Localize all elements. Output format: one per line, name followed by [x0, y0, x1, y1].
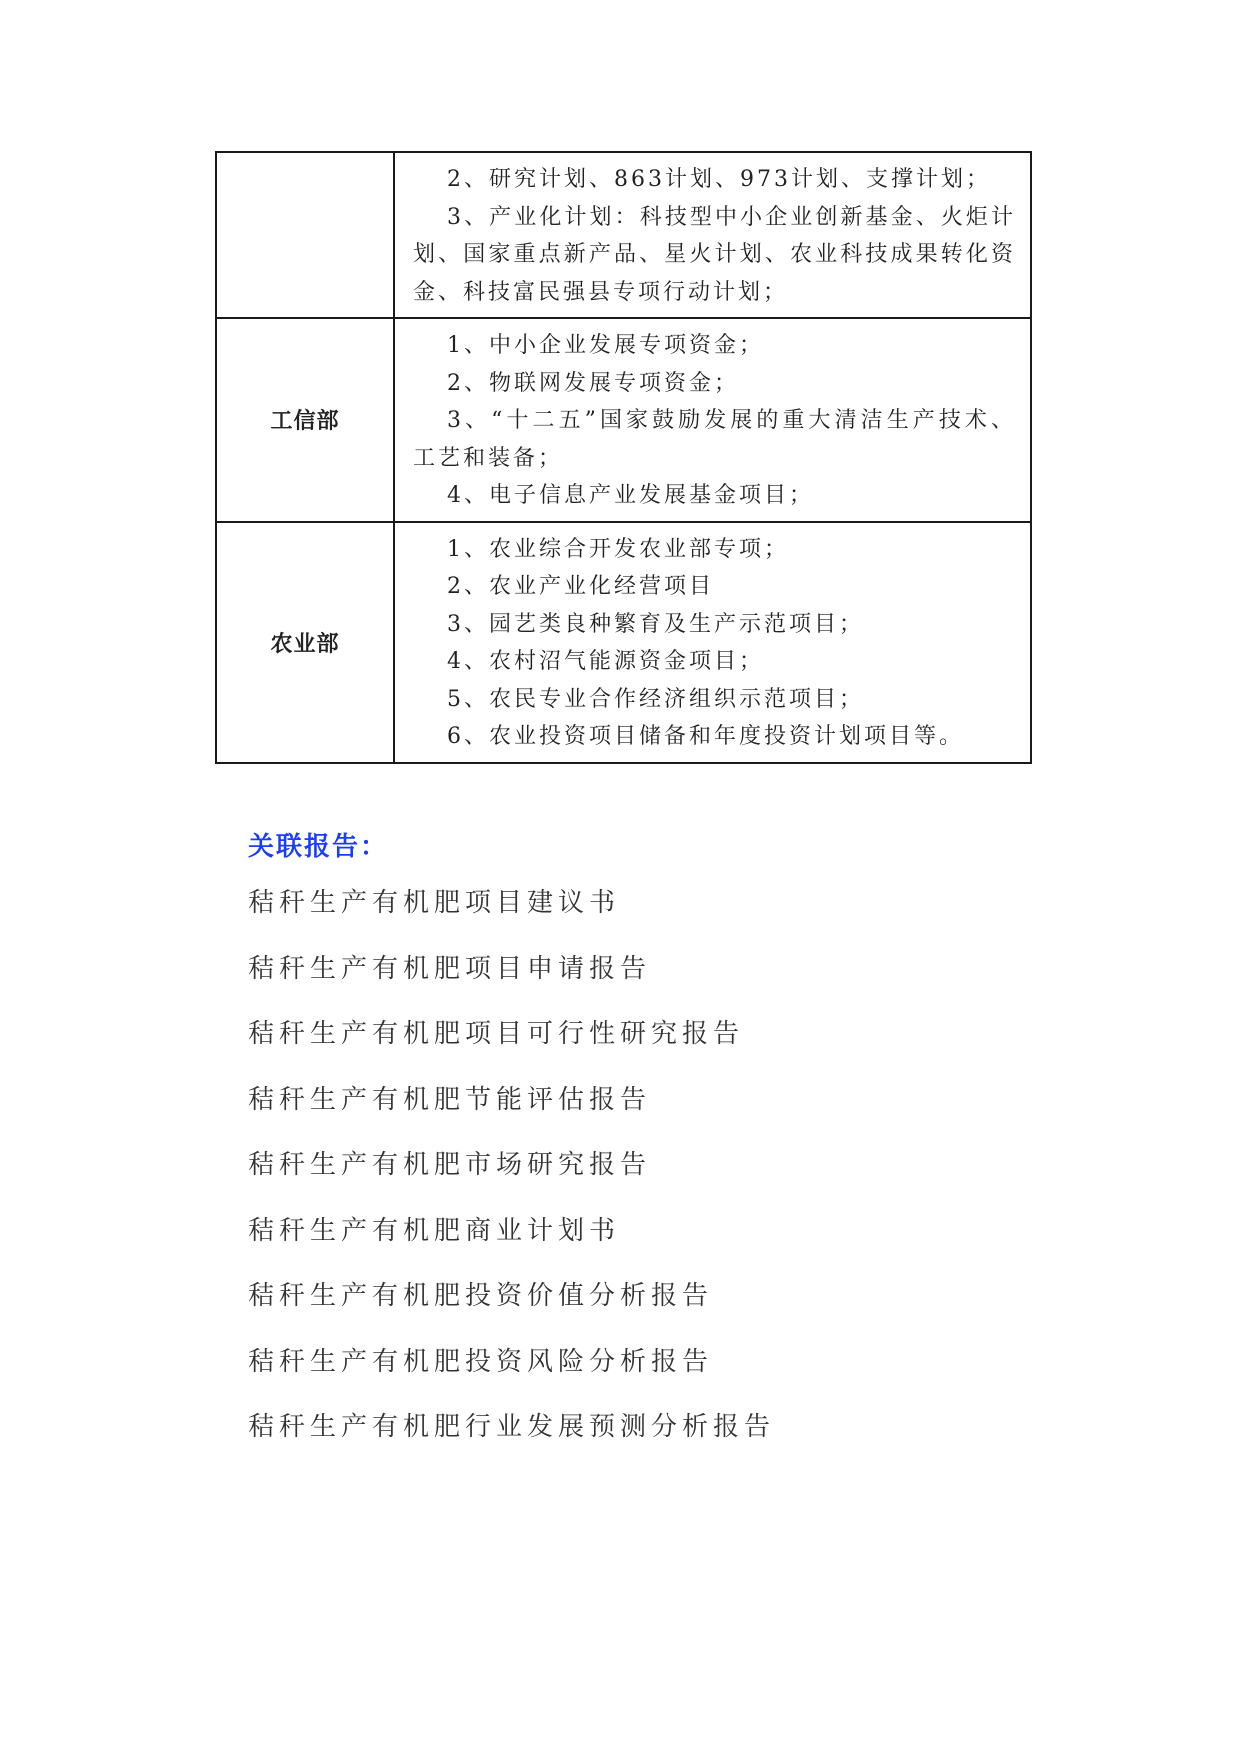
program-list-cell: [394, 318, 1031, 522]
table-row: [216, 318, 1031, 522]
program-item: 3、园艺类良种繁育及生产示范项目；: [447, 611, 864, 637]
program-item: 4、农村沼气能源资金项目；: [447, 649, 764, 674]
program-item: 5、农民专业合作经济组织示范项目；: [447, 686, 864, 712]
related-reports-heading: 关联报告：: [248, 832, 389, 862]
program-item: 1、中小企业发展专项资金；: [447, 333, 764, 358]
related-report-link[interactable]: 秸秆生产有机肥市场研究报告: [248, 1150, 652, 1180]
program-item: 4、电子信息产业发展基金项目；: [447, 483, 814, 508]
related-report-link[interactable]: 秸秆生产有机肥项目申请报告: [248, 953, 652, 984]
program-item: 2、农业产业化经营项目: [447, 574, 714, 599]
department-cell: [216, 152, 394, 318]
related-report-link[interactable]: 秸秆生产有机肥商业计划书: [248, 1215, 621, 1246]
table-row: [216, 152, 1031, 318]
related-report-link[interactable]: 秸秆生产有机肥投资风险分析报告: [248, 1346, 714, 1377]
program-item: 2、物联网发展专项资金；: [447, 370, 739, 396]
department-cell: 工信部: [216, 318, 394, 522]
related-report-link[interactable]: 秸秆生产有机肥投资价值分析报告: [248, 1281, 714, 1311]
program-item: 6、农业投资项目储备和年度投资计划项目等。: [447, 724, 964, 749]
related-reports-list: [248, 885, 775, 1475]
related-report-link[interactable]: 秸秆生产有机肥节能评估报告: [248, 1084, 652, 1115]
related-report-link[interactable]: 秸秆生产有机肥行业发展预测分析报告: [248, 1412, 776, 1442]
department-cell: 农业部: [216, 522, 394, 763]
program-item: 3、“十二五”国家鼓励发展的重大清洁生产技术、工艺和装备；: [413, 408, 1016, 471]
table-row: [216, 522, 1031, 763]
program-list-cell: [394, 522, 1031, 763]
related-report-link[interactable]: 秸秆生产有机肥项目建议书: [248, 888, 621, 918]
funding-program-table: [215, 151, 1032, 764]
related-report-link[interactable]: 秸秆生产有机肥项目可行性研究报告: [248, 1019, 745, 1049]
program-item: 1、农业综合开发农业部专项；: [447, 536, 789, 562]
program-list-cell: [394, 152, 1031, 318]
program-item: 2、研究计划、863计划、973计划、支撑计划；: [447, 167, 991, 192]
program-item: 3、产业化计划：科技型中小企业创新基金、火炬计划、国家重点新产品、星火计划、农业科技成果转化资金、科技富民强县专项行动计划；: [413, 204, 1016, 305]
